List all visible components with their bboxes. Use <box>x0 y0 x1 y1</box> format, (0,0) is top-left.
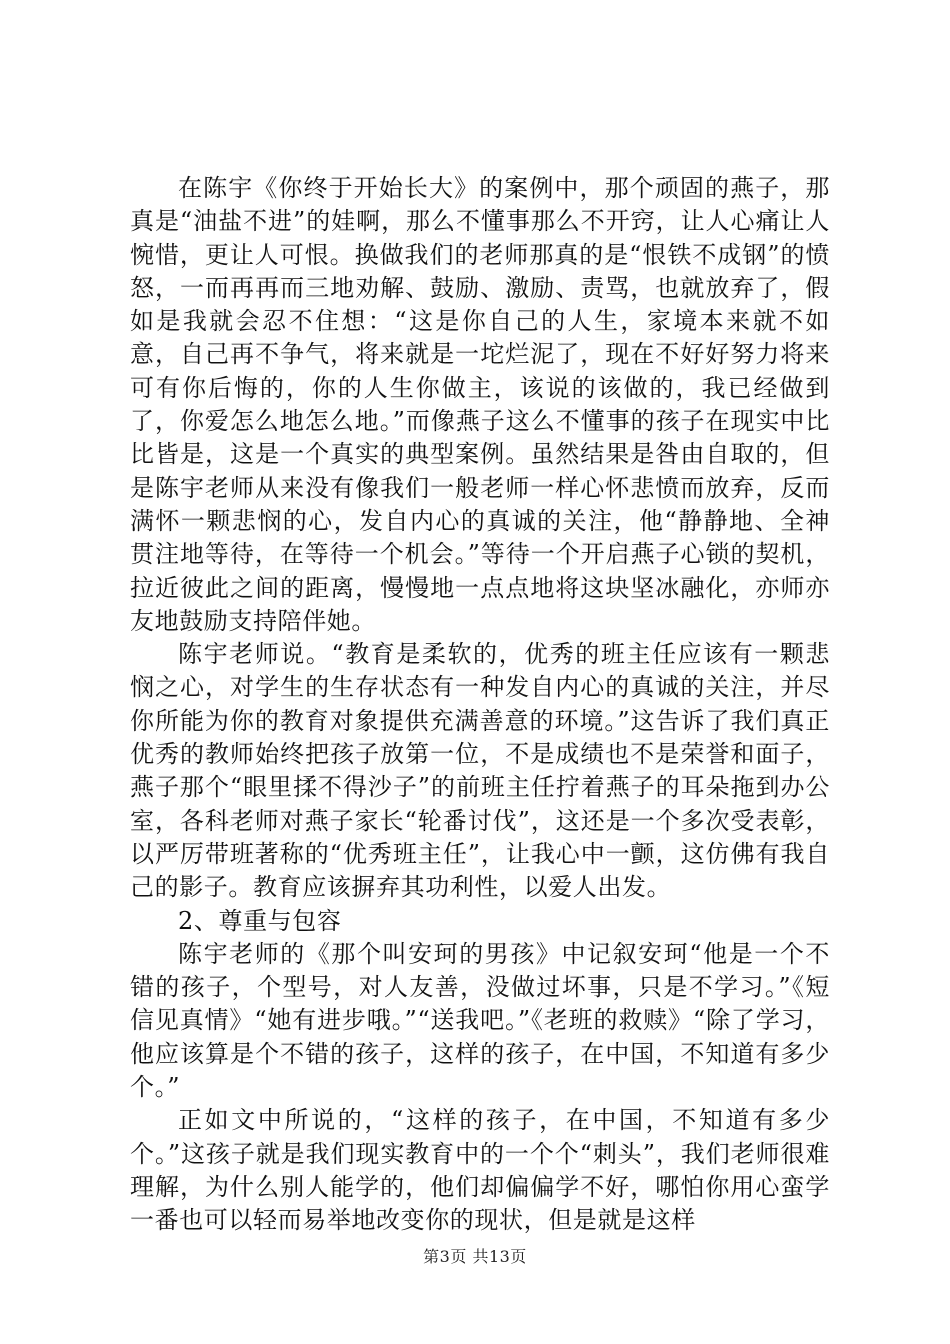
paragraph-1: 在陈宇《你终于开始长大》的案例中，那个顽固的燕子，那真是“油盐不进”的娃啊，那么不懂事那么不开窍，让人心痛让人惋惜，更让人可恨。换做我们的老师那真的是“恨铁不成钢”的愤怒，一而再再而三地劝解、鼓励、激励、责骂，也就放弃了，假如是我就会忍不住想：“这是你自己的人生，家境本来就不如意，自己再不争气，将来就是一坨烂泥了，现在不好好努力将来可有你后悔的，你的人生你做主，该说的该做的，我已经做到了，你爱怎么地怎么地。”而像燕子这么不懂事的孩子在现实中比比皆是，这是一个真实的典型案例。虽然结果是咎由自取的，但是陈宇老师从来没有像我们一般老师一样心怀悲愤而放弃，反而满怀一颗悲悯的心，发自内心的真诚的关注，他“静静地、全神贯注地等待，在等待一个机会。”等待一个开启燕子心锁的契机，拉近彼此之间的距离，慢慢地一点点地将这块坚冰融化，亦师亦友地鼓励支持陪伴她。 <box>130 174 830 635</box>
paragraph-3: 陈宇老师的《那个叫安珂的男孩》中记叙安珂“他是一个不错的孩子，个型号，对人友善，没做过坏事，只是不学习。”《短信见真情》“她有进步哦。”“送我吧。”《老班的救赎》“除了学习，他应该算是个不错的孩子，这样的孩子，在中国，不知道有多少个。” <box>130 939 830 1102</box>
paragraph-2: 陈宇老师说。“教育是柔软的，优秀的班主任应该有一颗悲悯之心，对学生的生存状态有一种发自内心的真诚的关注，并尽你所能为你的教育对象提供充满善意的环境。”这告诉了我们真正优秀的教师始终把孩子放第一位，不是成绩也不是荣誉和面子，燕子那个“眼里揉不得沙子”的前班主任拧着燕子的耳朵拖到办公室，各科老师对燕子家长“轮番讨伐”，这还是一个多次受表彰，以严厉带班著称的“优秀班主任”，让我心中一颤，这仿佛有我自己的影子。教育应该摒弃其功利性，以爱人出发。 <box>130 640 830 902</box>
document-body <box>130 172 830 1238</box>
section-heading: 2、尊重与包容 <box>178 906 342 935</box>
paragraph-4: 正如文中所说的，“这样的孩子，在中国，不知道有多少个。”这孩子就是我们现实教育中的一个个“刺头”，我们老师很难理解，为什么别人能学的，他们却偏偏学不好，哪怕你用心蛮学一番也可以轻而易举地改变你的现状，但是就是这样 <box>130 1106 830 1235</box>
page-number-footer: 第3页 共13页 <box>423 1247 527 1266</box>
